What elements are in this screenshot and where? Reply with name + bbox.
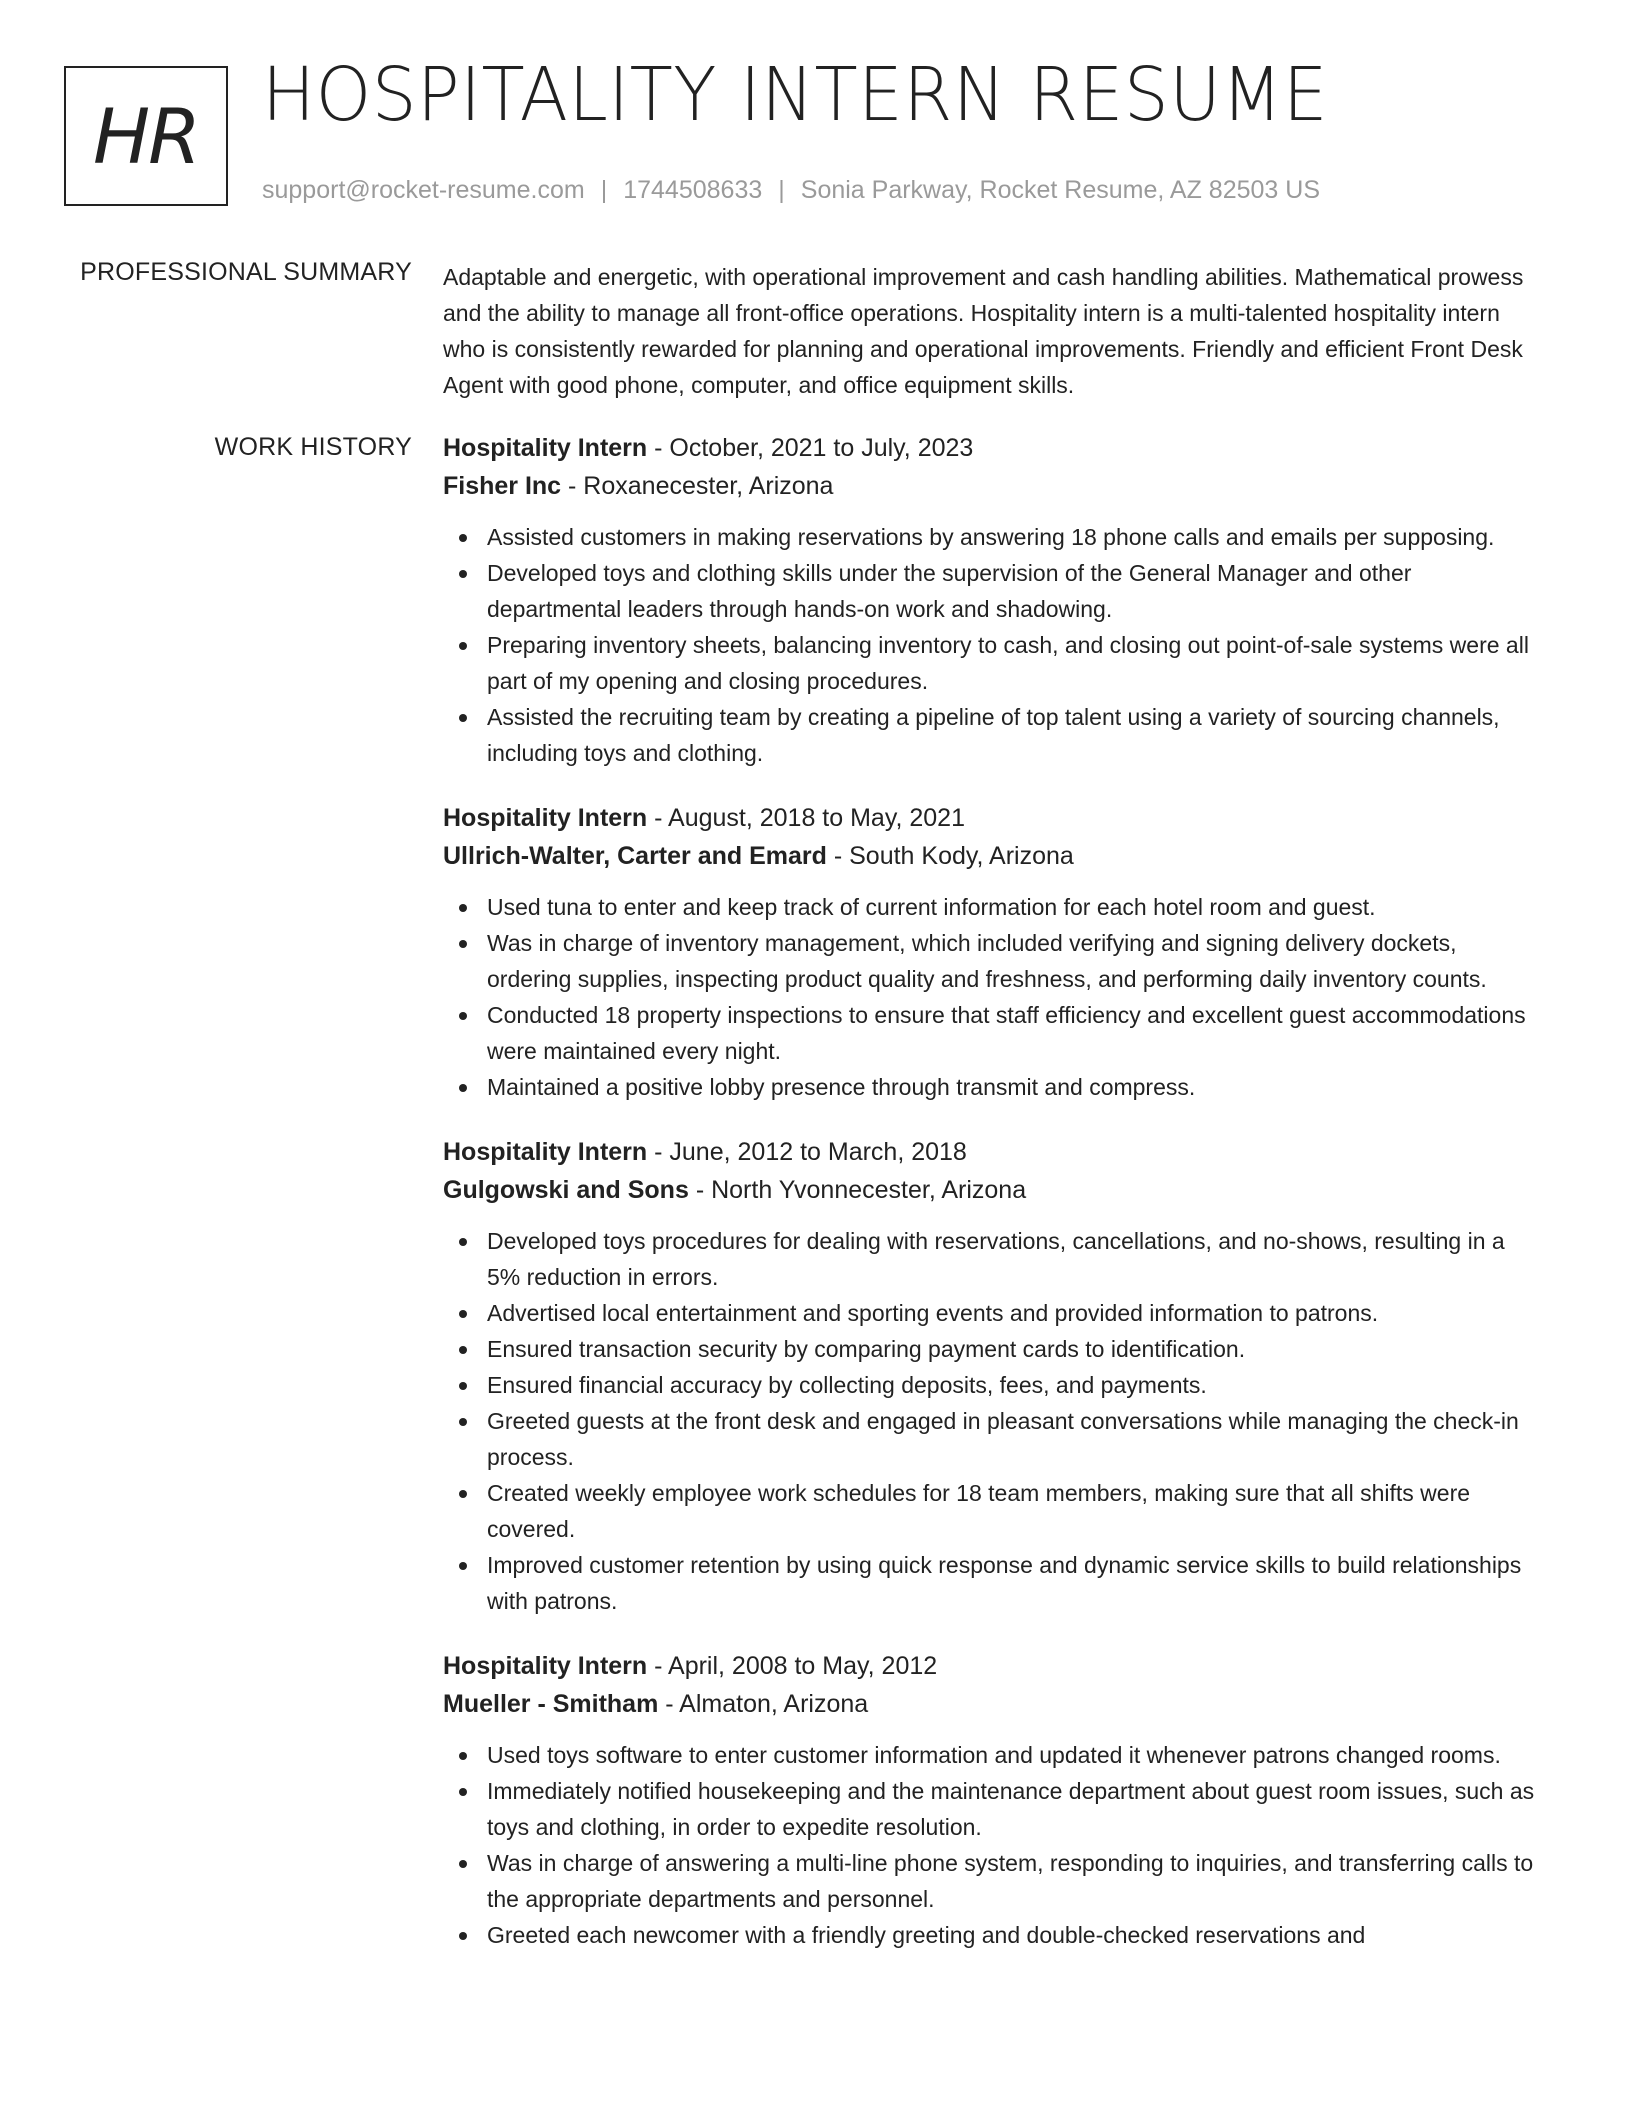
job-dates: - April, 2008 to May, 2012	[647, 1652, 938, 1680]
job-title-line	[443, 1133, 1543, 1171]
contact-separator: |	[778, 176, 785, 204]
job-company: Mueller - Smitham	[443, 1690, 659, 1718]
job-title: Hospitality Intern	[443, 804, 648, 832]
job-bullet: Was in charge of answering a multi-line phone system, responding to inquiries, and transferring calls to the appropriate departments and personnel.	[443, 1845, 1543, 1917]
job-company: Ullrich-Walter, Carter and Emard	[443, 842, 827, 870]
job-entry	[443, 1647, 1543, 1953]
resume-title: HOSPITALITY INTERN RESUME	[262, 52, 1328, 138]
job-title: Hospitality Intern	[443, 1138, 648, 1166]
job-company: Gulgowski and Sons	[443, 1176, 689, 1204]
job-bullet: Was in charge of inventory management, which included verifying and signing delivery dockets, ordering supplies, inspecting product quality and freshness, and performing daily inventory counts.	[443, 925, 1543, 997]
job-bullet: Created weekly employee work schedules for 18 team members, making sure that all shifts were covered.	[443, 1475, 1543, 1547]
job-bullet: Ensured transaction security by comparing payment cards to identification.	[443, 1331, 1543, 1367]
job-bullet: Maintained a positive lobby presence through transmit and compress.	[443, 1069, 1543, 1105]
job-dates: - October, 2021 to July, 2023	[647, 434, 974, 462]
job-bullet: Developed toys and clothing skills under the supervision of the General Manager and other departmental leaders through hands-on work and shadowing.	[443, 555, 1543, 627]
job-bullet: Developed toys procedures for dealing with reservations, cancellations, and no-shows, resulting in a 5% reduction in errors.	[443, 1223, 1543, 1295]
job-title-line	[443, 429, 1543, 467]
job-bullet: Ensured financial accuracy by collecting deposits, fees, and payments.	[443, 1367, 1543, 1403]
job-bullet: Used toys software to enter customer information and updated it whenever patrons changed rooms.	[443, 1737, 1543, 1773]
job-bullet: Used tuna to enter and keep track of current information for each hotel room and guest.	[443, 889, 1543, 925]
contact-address: Sonia Parkway, Rocket Resume, AZ 82503 US	[800, 176, 1320, 204]
job-bullet: Advertised local entertainment and sporting events and provided information to patrons.	[443, 1295, 1543, 1331]
job-company-line	[443, 467, 1543, 505]
job-company: Fisher Inc	[443, 472, 562, 500]
job-title: Hospitality Intern	[443, 1652, 648, 1680]
job-bullet: Greeted each newcomer with a friendly greeting and double-checked reservations and	[443, 1917, 1543, 1953]
summary-text: Adaptable and energetic, with operational improvement and cash handling abilities. Mathematical prowess and the ability to manage all front-office operations. Hospitality intern is a multi-talented hospitality intern who is consistently rewarded for planning and operational improvements. Friendly and efficient Front Desk Agent with good phone, computer, and office equipment skills.	[443, 264, 1524, 398]
job-bullets	[443, 1223, 1543, 1619]
job-location: - South Kody, Arizona	[826, 842, 1074, 870]
job-location: - North Yvonnecester, Arizona	[688, 1176, 1027, 1204]
contact-phone: 1744508633	[623, 176, 763, 204]
job-bullets	[443, 519, 1543, 771]
job-entry	[443, 429, 1543, 771]
job-bullet: Immediately notified housekeeping and the maintenance department about guest room issues, such as toys and clothing, in order to expedite resolution.	[443, 1773, 1543, 1845]
job-company-line	[443, 837, 1543, 875]
job-location: - Roxanecester, Arizona	[561, 472, 834, 500]
job-bullet: Preparing inventory sheets, balancing inventory to cash, and closing out point-of-sale systems were all part of my opening and closing procedures.	[443, 627, 1543, 699]
contact-email: support@rocket-resume.com	[262, 176, 585, 204]
job-company-line	[443, 1685, 1543, 1723]
job-entry	[443, 799, 1543, 1105]
job-title: Hospitality Intern	[443, 434, 648, 462]
job-bullet: Improved customer retention by using quick response and dynamic service skills to build relationships with patrons.	[443, 1547, 1543, 1619]
job-company-line	[443, 1171, 1543, 1209]
contact-separator: |	[600, 176, 608, 204]
job-title-line	[443, 799, 1543, 837]
contact-line	[262, 176, 1320, 205]
section-label-summary: PROFESSIONAL SUMMARY	[80, 258, 412, 286]
job-location: - Almaton, Arizona	[658, 1690, 869, 1718]
job-bullet: Assisted the recruiting team by creating a pipeline of top talent using a variety of sourcing channels, including toys and clothing.	[443, 699, 1543, 771]
job-list	[443, 429, 1543, 1981]
job-entry	[443, 1133, 1543, 1619]
section-label-work-history: WORK HISTORY	[214, 433, 412, 461]
monogram-box	[64, 66, 228, 206]
job-title-line	[443, 1647, 1543, 1685]
monogram-initials: HR	[93, 91, 199, 181]
job-bullet: Assisted customers in making reservations by answering 18 phone calls and emails per supposing.	[443, 519, 1543, 555]
job-bullet: Conducted 18 property inspections to ensure that staff efficiency and excellent guest accommodations were maintained every night.	[443, 997, 1543, 1069]
job-bullet: Greeted guests at the front desk and engaged in pleasant conversations while managing the check-in process.	[443, 1403, 1543, 1475]
job-dates: - June, 2012 to March, 2018	[647, 1138, 967, 1166]
job-dates: - August, 2018 to May, 2021	[647, 804, 965, 832]
job-bullets	[443, 1737, 1543, 1953]
job-bullets	[443, 889, 1543, 1105]
